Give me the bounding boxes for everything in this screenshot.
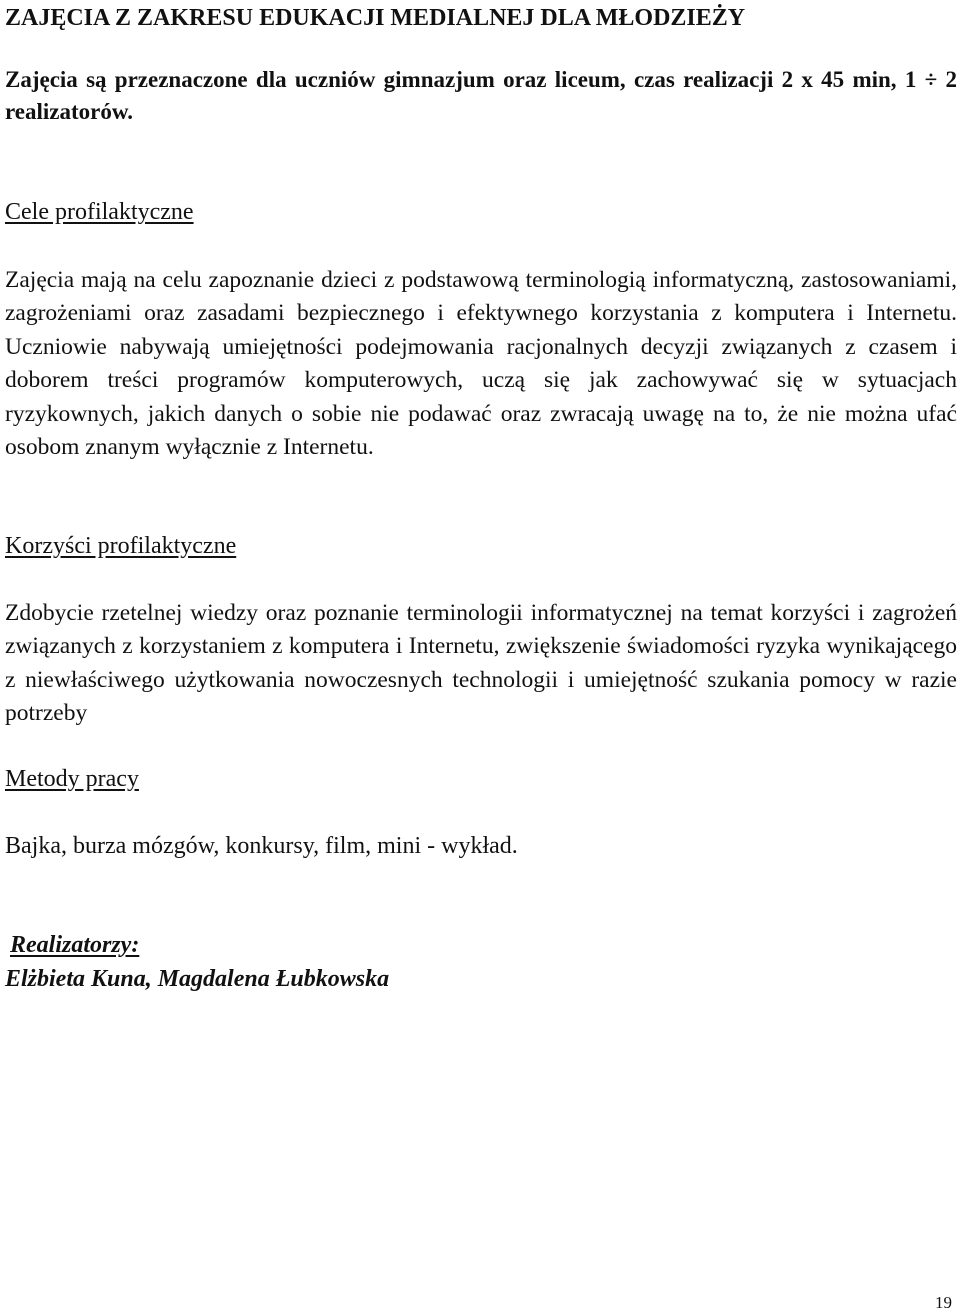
- document-title: ZAJĘCIA Z ZAKRESU EDUKACJI MEDIALNEJ DLA MŁODZIEŻY: [5, 5, 746, 31]
- authors-names: Elżbieta Kuna, Magdalena Łubkowska: [5, 966, 390, 992]
- section-heading-benefits: Korzyści profilaktyczne: [5, 533, 237, 559]
- page-number: 19: [935, 1293, 952, 1312]
- section-text-goals: Zajęcia mają na celu zapoznanie dzieci z podstawową terminologią informatyczną, zastosowaniami, zagrożeniami oraz zasadami bezpiecznego i efektywnego korzystania z komputera i Internetu. Uczniowie nabywają umiejętności podejmowania racjonalnych decyzji związanych z czasem i doborem treści programów komputerowych, uczą się jak zachowywać się w sytuacjach ryzykownych, jakich danych o sobie nie podawać oraz zwracają uwagę na to, że nie można ufać osobom znanym wyłącznie z Internetu.: [5, 267, 957, 461]
- section-text-benefits: Zdobycie rzetelnej wiedzy oraz poznanie terminologii informatycznej na temat korzyści i zagrożeń związanych z korzystaniem z komputera i Internetu, zwiększenie świadomości ryzyka wynikającego z niewłaściwego użytkowania nowoczesnych technologii i umiejętność szukania pomocy w razie potrzeby: [5, 600, 957, 727]
- section-heading-goals: Cele profilaktyczne: [5, 199, 194, 225]
- authors-label: Realizatorzy:: [10, 932, 140, 958]
- section-heading-methods: Metody pracy: [5, 766, 139, 792]
- section-text-methods: Bajka, burza mózgów, konkursy, film, mini - wykład.: [5, 833, 518, 859]
- intro-paragraph: Zajęcia są przeznaczone dla uczniów gimnazjum oraz liceum, czas realizacji 2 x 45 min, 1 ÷ 2 realizatorów.: [5, 67, 957, 124]
